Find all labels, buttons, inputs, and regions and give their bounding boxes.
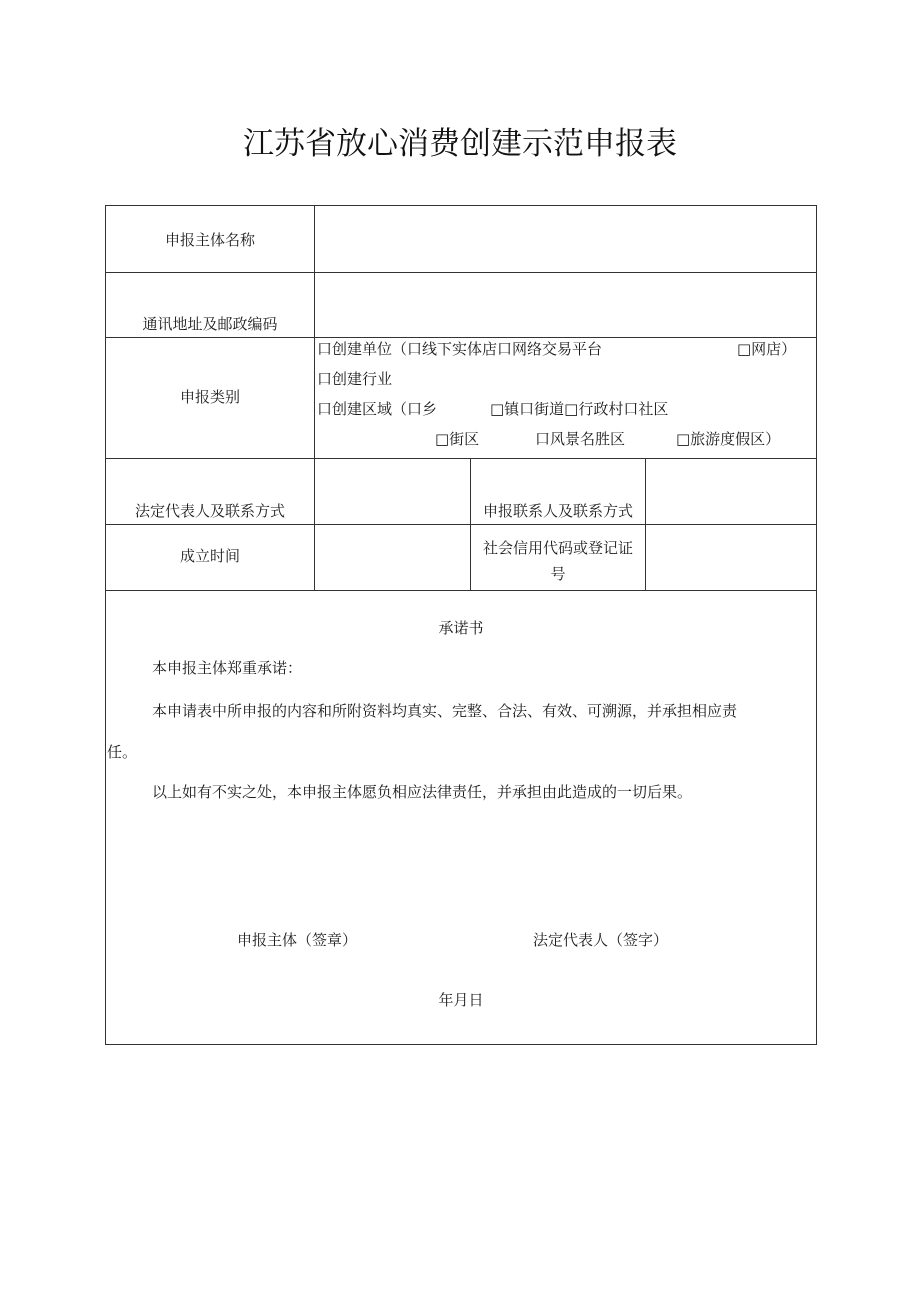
legal-rep-contact-field[interactable] [315, 459, 469, 523]
category-option-industry[interactable]: 口创建行业 [317, 370, 393, 388]
category-label: 申报类别 [179, 388, 240, 406]
category-option-resort[interactable]: □旅游度假区） [676, 430, 781, 448]
row-divider [106, 337, 816, 338]
credit-code-label-line1: 社会信用代码或登记证 [482, 539, 633, 557]
credit-code-label-line2: 号 [550, 565, 566, 583]
category-option-unit[interactable]: 口创建单位（口线下实体店口网络交易平台 [317, 340, 603, 358]
applicant-name-label: 申报主体名称 [164, 231, 255, 249]
applicant-name-field[interactable] [315, 207, 815, 271]
application-form [105, 205, 817, 1045]
category-option-town-street-village-community[interactable]: □镇口街道□行政村口社区 [490, 400, 669, 418]
applicant-contact-label: 申报联系人及联系方式 [482, 502, 633, 520]
pledge-paragraph-2: 本申请表中所申报的内容和所附资料均真实、完整、合法、有效、可溯源，并承担相应责 [152, 702, 738, 720]
pledge-heading: 承诺书 [438, 619, 484, 637]
legal-rep-signature-label: 法定代表人（签字） [533, 931, 669, 949]
sign-date-label: 年月日 [438, 991, 484, 1009]
address-postcode-label: 通讯地址及邮政编码 [142, 315, 278, 333]
page-title: 江苏省放心消费创建示范申报表 [243, 126, 677, 162]
pledge-paragraph-3: 以上如有不实之处，本申报主体愿负相应法律责任，并承担由此造成的一切后果。 [152, 783, 693, 801]
applicant-seal-label: 申报主体（签章） [237, 931, 358, 949]
applicant-contact-field[interactable] [646, 459, 816, 523]
established-date-field[interactable] [315, 525, 469, 589]
category-option-region[interactable]: 口创建区域（口乡 [317, 400, 438, 418]
pledge-paragraph-1: 本申报主体郑重承诺： [152, 659, 303, 677]
established-date-label: 成立时间 [179, 547, 240, 565]
pledge-paragraph-2-continued: 任。 [107, 743, 138, 761]
row-divider [106, 590, 816, 591]
category-option-scenic-area[interactable]: 口风景名胜区 [535, 430, 626, 448]
address-postcode-field[interactable] [315, 273, 815, 336]
category-option-block[interactable]: □街区 [435, 430, 480, 448]
category-option-online-store[interactable]: □网店） [737, 340, 797, 358]
legal-rep-contact-label: 法定代表人及联系方式 [134, 502, 285, 520]
credit-code-field[interactable] [646, 525, 816, 589]
